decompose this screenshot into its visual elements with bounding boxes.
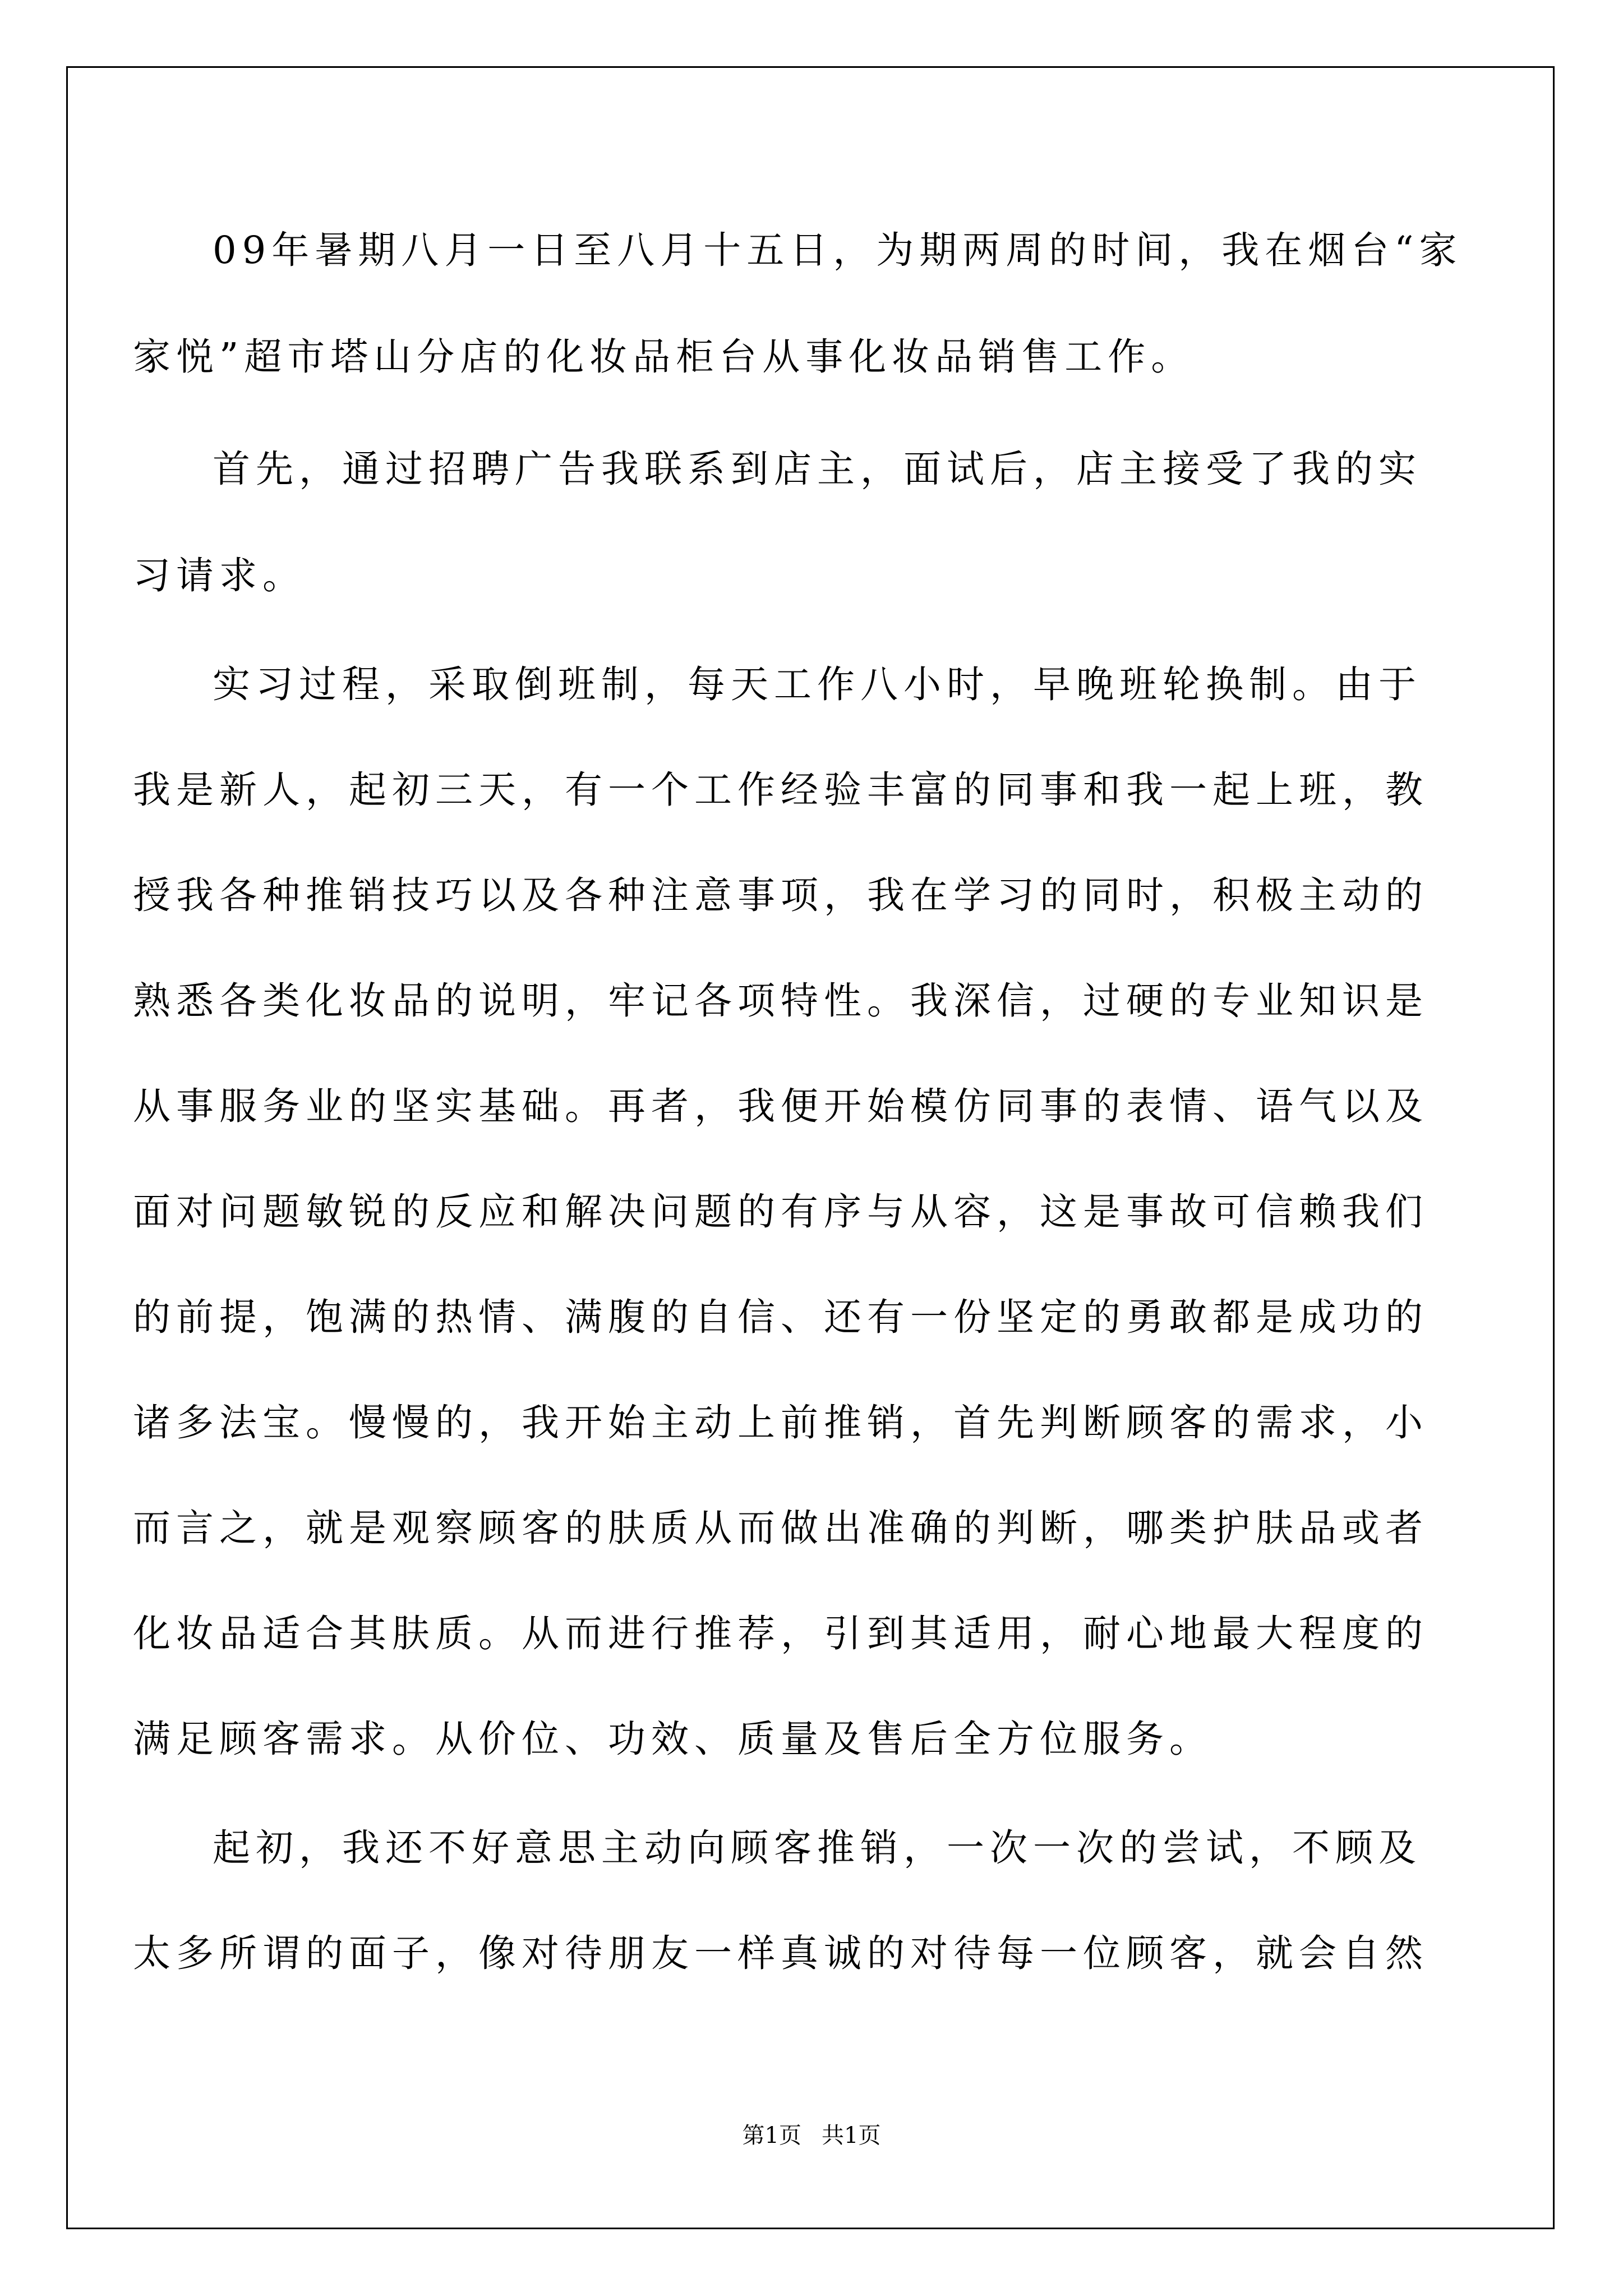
paragraph-3-line-11: 满足顾客需求。从价位、功效、质量及售后全方位服务。 <box>133 1717 1212 1761</box>
page-number-current: 第1页 <box>742 2123 801 2148</box>
paragraph-3-line-1: 实习过程，采取倒班制，每天工作八小时，早晚班轮换制。由于 <box>213 662 1422 706</box>
paragraph-3-line-3: 授我各种推销技巧以及各种注意事项，我在学习的同时，积极主动的 <box>133 873 1428 917</box>
paragraph-3-line-4: 熟悉各类化妆品的说明，牢记各项特性。我深信，过硬的专业知识是 <box>133 979 1428 1023</box>
paragraph-3-line-2: 我是新人，起初三天，有一个工作经验丰富的同事和我一起上班，教 <box>133 768 1428 812</box>
paragraph-4-line-1: 起初，我还不好意思主动向顾客推销，一次一次的尝试，不顾及 <box>213 1826 1422 1870</box>
paragraph-2-line-1: 首先，通过招聘广告我联系到店主，面试后，店主接受了我的实 <box>213 447 1422 491</box>
page-number-total: 共1页 <box>822 2123 881 2148</box>
paragraph-2-line-2: 习请求。 <box>133 554 306 597</box>
paragraph-3-line-7: 的前提，饱满的热情、满腹的自信、还有一份坚定的勇敢都是成功的 <box>133 1295 1428 1339</box>
paragraph-1-line-1: 09年暑期八月一日至八月十五日，为期两周的时间，我在烟台“家 <box>213 228 1463 272</box>
paragraph-3-line-8: 诸多法宝。慢慢的，我开始主动上前推销，首先判断顾客的需求，小 <box>133 1401 1428 1444</box>
paragraph-3-line-6: 面对问题敏锐的反应和解决问题的有序与从容，这是事故可信赖我们 <box>133 1190 1428 1234</box>
paragraph-3-line-10: 化妆品适合其肤质。从而进行推荐，引到其适用，耐心地最大程度的 <box>133 1612 1428 1655</box>
page-border <box>66 66 1555 2229</box>
paragraph-1-line-2: 家悦”超市塔山分店的化妆品柜台从事化妆品销售工作。 <box>133 335 1195 379</box>
page-footer <box>0 2119 1623 2152</box>
paragraph-3-line-9: 而言之，就是观察顾客的肤质从而做出准确的判断，哪类护肤品或者 <box>133 1506 1428 1550</box>
paragraph-3-line-5: 从事服务业的坚实基础。再者，我便开始模仿同事的表情、语气以及 <box>133 1084 1428 1128</box>
paragraph-4-line-2: 太多所谓的面子，像对待朋友一样真诚的对待每一位顾客，就会自然 <box>133 1931 1428 1975</box>
